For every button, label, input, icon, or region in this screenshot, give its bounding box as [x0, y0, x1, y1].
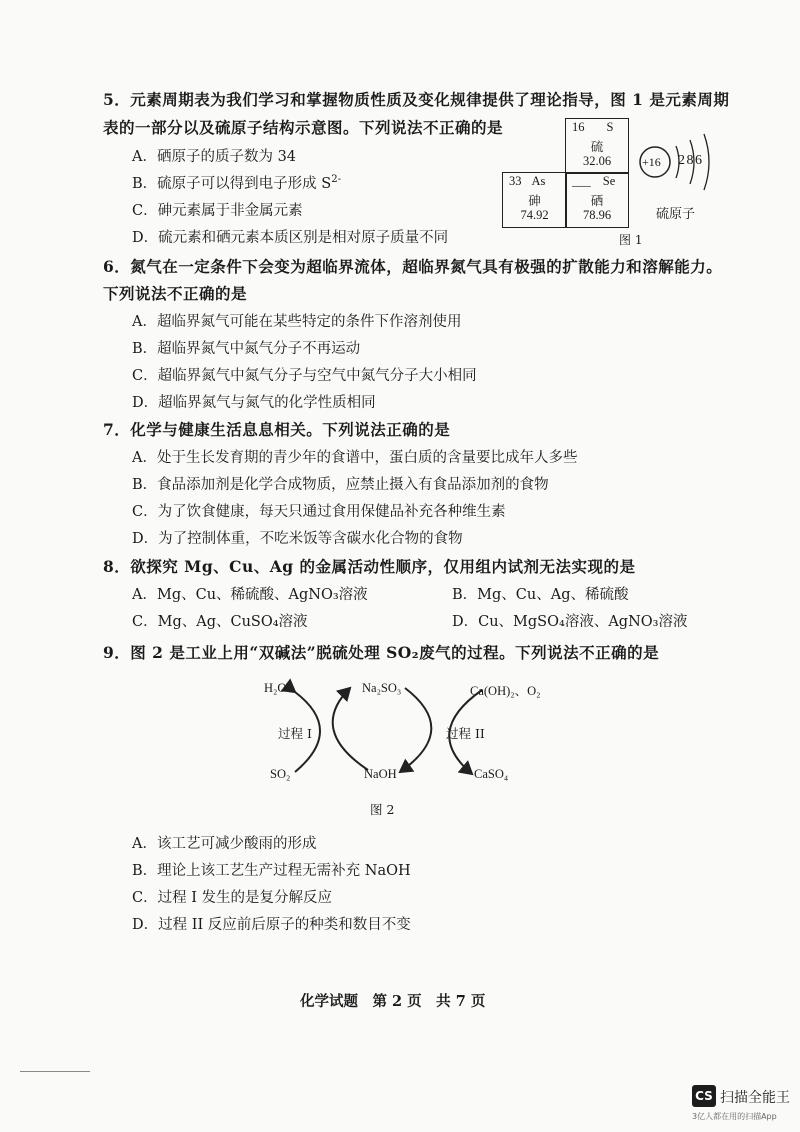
arsenic-name: 砷: [528, 194, 541, 208]
figure1-caption: 图 1: [619, 233, 643, 247]
process1-right-arrow: [333, 688, 368, 770]
sulfur-name: 硫: [590, 140, 604, 154]
selenium-symbol: Se: [602, 174, 616, 188]
q9-option-d: D．过程 II 反应前后原子的种类和数目不变: [132, 917, 411, 933]
cell-selenium: [565, 172, 629, 228]
q5-option-b: [132, 172, 341, 193]
arsenic-mass: 74.92: [520, 208, 549, 222]
figure2-caption: 图 2: [370, 802, 395, 817]
q7-option-d: D．为了控制体重，不吃米饭等含碳水化合物的食物: [132, 531, 463, 547]
q7-option-b: B．食品添加剂是化学合成物质，应禁止摄入有食品添加剂的食物: [132, 477, 549, 493]
arsenic-number: 33: [509, 174, 522, 188]
q5-stem-line2: 表的一部分以及硫原子结构示意图。下列说法不正确的是: [103, 118, 504, 137]
q9-option-c: C．过程 I 发生的是复分解反应: [132, 890, 333, 906]
sulfur-symbol: S: [606, 120, 614, 134]
label-caso4: CaSO₄: [474, 767, 509, 781]
q7-option-c: C．为了饮食健康，每天只通过食用保健品补充各种维生素: [132, 504, 506, 520]
q5-option-c: C．砷元素属于非金属元素: [132, 203, 303, 219]
selenium-number-blank: ___: [572, 174, 591, 188]
label-h2o: H₂O: [264, 681, 287, 695]
margin-line: [20, 1071, 90, 1072]
label-naoh: NaOH: [364, 767, 397, 781]
scanner-app-name: 扫描全能王: [720, 1090, 790, 1106]
label-caoh2-o2: Ca(OH)₂、O₂: [470, 684, 541, 698]
q7-stem: 7．化学与健康生活息息相关。下列说法正确的是: [103, 420, 451, 439]
label-process2: 过程 II: [446, 726, 485, 741]
arsenic-number-symbol: [503, 174, 566, 189]
q5-option-b-charge: 2-: [331, 174, 342, 186]
label-na2so3: Na₂SO₃: [362, 681, 402, 695]
cell-arsenic: [502, 172, 567, 228]
process2-left-arrow: [400, 688, 431, 772]
page-footer: 化学试题 第 2 页 共 7 页: [300, 993, 486, 1010]
sulfur-number-symbol: [566, 120, 628, 135]
q8-option-b: B．Mg、Cu、Ag、稀硫酸: [452, 587, 629, 603]
q5-option-d: D．硫元素和硒元素本质区别是相对原子质量不同: [132, 230, 449, 246]
q6-stem-line2: 下列说法不正确的是: [103, 284, 248, 303]
sulfur-number: 16: [572, 120, 585, 134]
q6-option-a: A．超临界氮气可能在某些特定的条件下作溶剂使用: [132, 314, 462, 330]
q9-option-a: A．该工艺可减少酸雨的形成: [132, 836, 317, 852]
selenium-mass: 78.96: [582, 208, 612, 222]
q6-stem-line1: 6．氮气在一定条件下会变为超临界流体，超临界氮气具有极强的扩散能力和溶解能力。: [103, 257, 723, 276]
q5-stem-line1: 5．元素周期表为我们学习和掌握物质性质及变化规律提供了理论指导，图 1 是元素周期: [103, 90, 730, 109]
scanner-logo-icon: CS: [692, 1085, 716, 1107]
q6-option-b: B．超临界氮气中氮气分子不再运动: [132, 341, 361, 357]
label-process1: 过程 I: [278, 726, 312, 741]
atom-shell-electrons: 2 8 6: [678, 153, 701, 168]
q8-stem: 8．欲探究 Mg、Cu、Ag 的金属活动性顺序，仅用组内试剂无法实现的是: [103, 557, 636, 576]
q8-option-c: C．Mg、Ag、CuSO₄溶液: [132, 614, 308, 630]
selenium-name: 硒: [590, 194, 604, 208]
q5-option-b-text: B．硫原子可以得到电子形成 S: [132, 176, 332, 192]
q9-stem: 9．图 2 是工业上用“双碱法”脱硫处理 SO₂废气的过程。下列说法不正确的是: [103, 643, 660, 662]
q5-option-a: A．硒原子的质子数为 34: [132, 149, 297, 165]
cell-sulfur: [565, 118, 629, 174]
q8-option-d: D．Cu、MgSO₄溶液、AgNO₃溶液: [452, 614, 688, 630]
atom-nucleus-charge: +16: [642, 155, 661, 169]
selenium-number-symbol: [566, 174, 628, 189]
atom-label: 硫原子: [656, 207, 696, 222]
q6-option-c: C．超临界氮气中氮气分子与空气中氮气分子大小相同: [132, 368, 477, 384]
q8-option-a: A．Mg、Cu、稀硫酸、AgNO₃溶液: [132, 587, 368, 603]
sulfur-mass: 32.06: [582, 154, 612, 168]
q7-option-a: A．处于生长发育期的青少年的食谱中，蛋白质的含量要比成年人多些: [132, 450, 578, 466]
label-so2: SO₂: [270, 767, 291, 781]
arsenic-symbol: As: [531, 174, 546, 188]
q6-option-d: D．超临界氮气与氮气的化学性质相同: [132, 395, 376, 411]
scanner-tagline: 3亿人都在用的扫描App: [692, 1112, 777, 1121]
q9-option-b: B．理论上该工艺生产过程无需补充 NaOH: [132, 863, 411, 879]
shell-arc-3: [704, 134, 709, 190]
